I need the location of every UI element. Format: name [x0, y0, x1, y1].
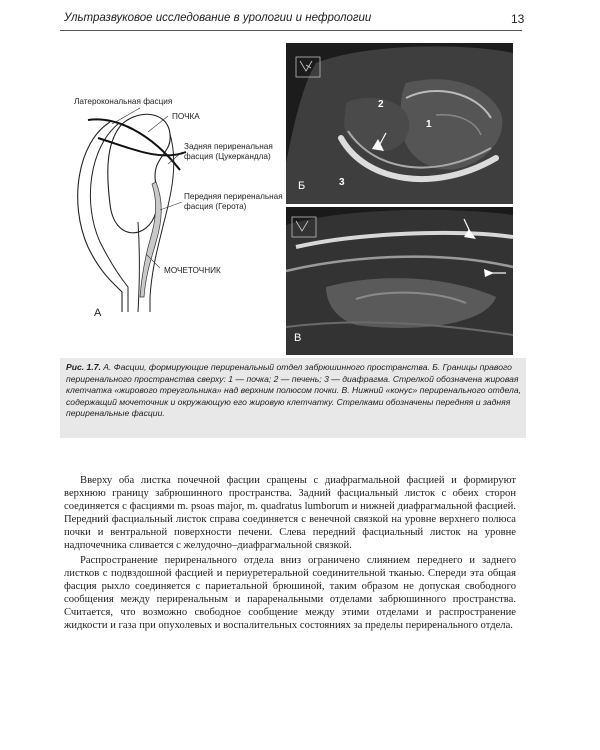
- header-rule: [60, 30, 522, 31]
- page-number: 13: [511, 12, 525, 26]
- label-anterior-fascia-1: Передняя периренальная: [184, 192, 283, 201]
- figure-caption: [60, 358, 526, 438]
- marker-2: 2: [378, 99, 384, 110]
- paragraph-2: Распространение периренального отдела вниз ограничено слиянием переднего и заднего листков с подвздошной фасцией и периуретеральной соединительной тканью. Спереди эта общая фасция рыхло соединяется с париетальной брюшиной, таким образом не допуская свободного сообщения между периренальным и параренальными отделами забрюшинного пространства. Считается, что возможно свободное сообщение между этими отделами и распространение жидкости и газа при опухолевых и воспалительных состояниях за пределы периренального отдела.: [64, 555, 516, 631]
- ureter-line: [138, 222, 140, 312]
- label-ureter: МОЧЕТОЧНИК: [164, 266, 221, 275]
- label-kidney: ПОЧКА: [172, 112, 200, 121]
- ultrasound-panel-b: [286, 43, 513, 204]
- panel-label-v: В: [294, 332, 302, 344]
- paragraph-1: Вверху оба листка почечной фасции сращены с диафрагмальной фасцией и формируют верхнюю границу забрюшинного пространства. Задний фасциальный листок с обеих сторон соединяется с фасциями m. psoas major, m. quadratus lumborum и нижней диафрагмальной фасцией. Передний фасциальный листок справа соединяется с венечной связкой на уровне верхнего полюса почки и вентральной поверхности печени. Слева передний фасциальный листок на уровне надпочечника сливается с желудочно–диафрагмальной связкой.: [64, 475, 516, 551]
- fascia-diagram: [60, 72, 290, 342]
- ultrasound-panel-v: [286, 207, 513, 355]
- caption-label: Рис. 1.7.: [66, 362, 101, 372]
- label-lateroconal-fascia: Латерокональная фасция: [74, 97, 173, 106]
- label-posterior-fascia-2: фасция (Цукеркандла): [184, 152, 271, 161]
- running-header: Ультразвуковое исследование в урологии и нефрологии: [64, 12, 372, 24]
- body-text: [64, 474, 516, 634]
- caption-body: А. Фасции, формирующие периренальный отдел забрюшинного пространства. Б. Границы правого периренального пространства сверху: 1 — почка; 2 — печень; 3 — диафрагма. Стрелкой обозначена жировая клетчатка «жирового треугольника» над верхним полюсом почки. В. Нижний «конус» периренального отдела, содержащий мочеточник и окружающую его жировую клетчатку. Стрелками обозначены передняя и задняя периренальные фасции.: [66, 362, 521, 419]
- panel-label-b: Б: [298, 180, 306, 192]
- marker-1: 1: [426, 119, 432, 130]
- label-anterior-fascia-2: фасция (Герота): [184, 202, 247, 211]
- panel-label-a: А: [94, 307, 102, 319]
- marker-3: 3: [339, 177, 345, 188]
- label-posterior-fascia-1: Задняя периренальная: [184, 142, 273, 151]
